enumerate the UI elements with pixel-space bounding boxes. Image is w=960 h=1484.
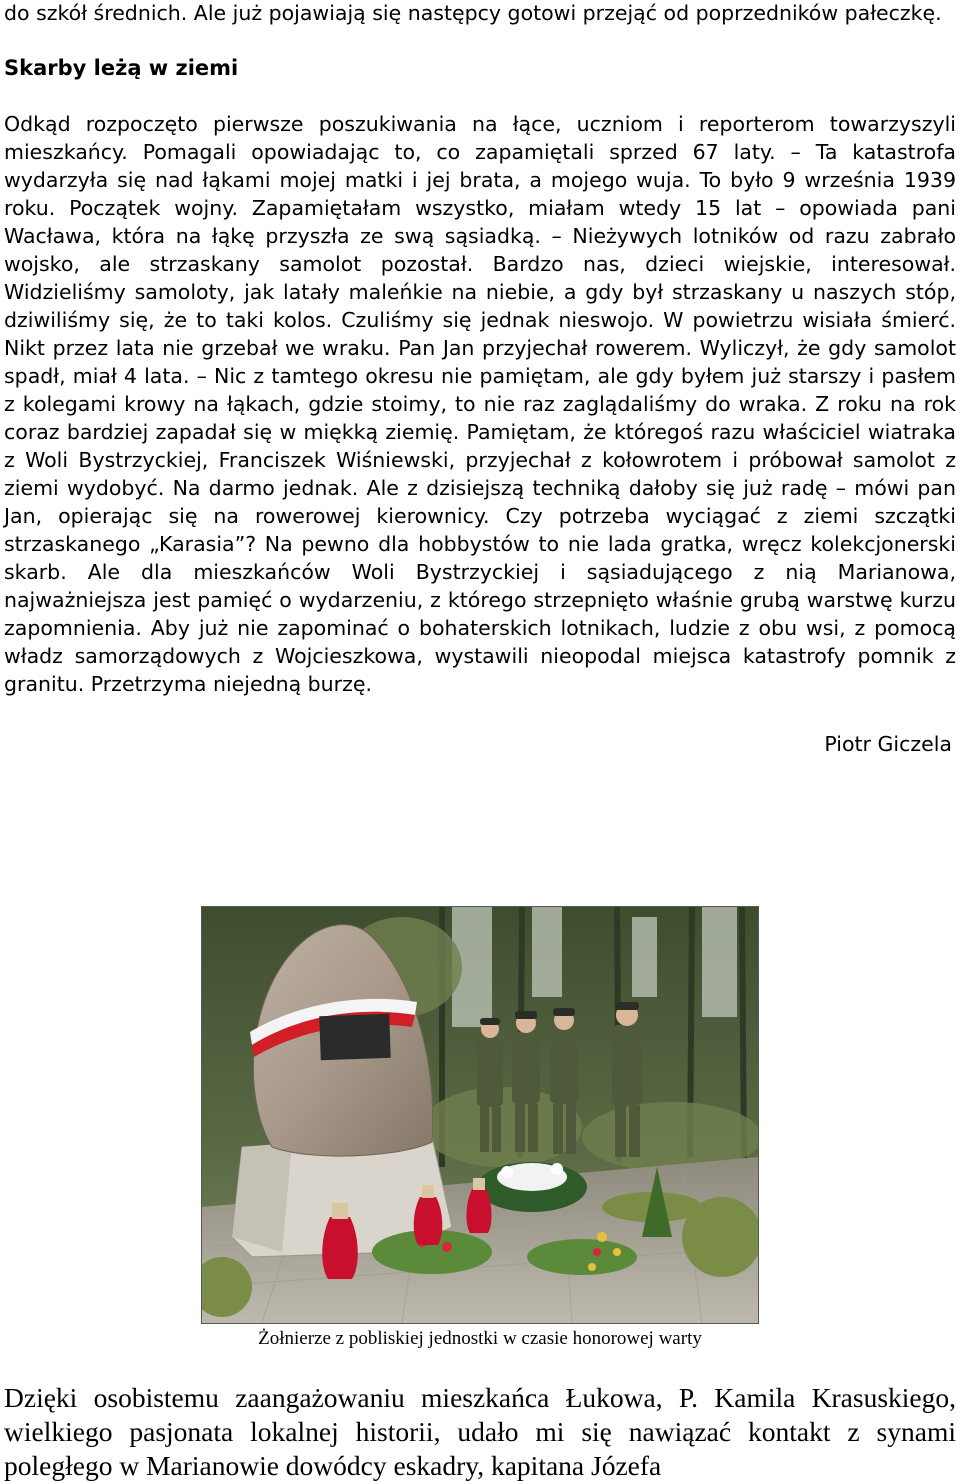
closing-paragraph: Dzięki osobistemu zaangażowaniu mieszkańca Łukowa, P. Kamila Krasuskiego, wielkiego pasjonata lokalnej historii, udało mi się nawiązać kontakt z synami poległego w Marianowie dowódcy eskadry, kapitana Józefa: [4, 1382, 956, 1481]
wreath: [477, 1162, 587, 1212]
memorial-plaque: [319, 1014, 390, 1060]
document-page: [4, 0, 956, 1481]
author-name: Piotr Giczela: [824, 732, 952, 756]
intro-paragraph: do szkół średnich. Ale już pojawiają się następcy gotowi przejąć od poprzedników pałeczkę.: [4, 1, 942, 25]
body-paragraph: Odkąd rozpoczęto pierwsze poszukiwania na łące, uczniom i reporterom towarzyszyli mieszkańcy. Pomagali opowiadając to, co zapamiętali sprzed 67 laty. – Ta katastrofa wydarzyła się nad łąkami mojej matki i jej brata, a mojego wuja. To było 9 września 1939 roku. Początek wojny. Zapamiętałam wszystko, miałam wtedy 15 lat – opowiada pani Wacława, która na łąkę przyszła ze swą sąsiadką. – Nieżywych lotników od razu zabrało wojsko, ale strzaskany samolot pozostał. Bardzo nas, dzieci wiejskie, interesował. Widzieliśmy samoloty, jak latały maleńkie na niebie, a gdy był strzaskany u naszych stóp, dziwiliśmy się, że to taki kolos. Czuliśmy się jednak nieswojo. W powietrzu wisiała śmierć. Nikt przez lata nie grzebał we wraku. Pan Jan przyjechał rowerem. Wyliczył, że gdy samolot spadł, miał 4 lata. – Nic z tamtego okresu nie pamiętam, ale gdy byłem już starszy i pasłem z kolegami krowy na łąkach, gdzie stoimy, to nie raz zaglądaliśmy do wraka. Z roku na rok coraz bardziej zapadał się w miękką ziemię. Pamiętam, że któregoś razu właściciel wiatraka z Woli Bystrzyckiej, Franciszek Wiśniewski, przyjechał z kołowrotem i próbował samolot z ziemi wydobyć. Na darmo jednak. Ale z dzisiejszą techniką dałoby się już radę – mówi pan Jan, opierając się na rowerowej kierownicy. Czy potrzeba wyciągać z ziemi szczątki strzaskanego „Karasia”? Na pewno dla hobbystów to nie lada gratka, wręcz kolekcjonerski skarb. Ale dla mieszkańców Woli Bystrzyckiej i sąsiadującego z nią Marianowa, najważniejsza jest pamięć o wydarzeniu, z którego strzepnięto właśnie grubą warstwę kurzu zapomnienia. Aby już nie zapominać o bohaterskich lotnikach, ludzie z obu wsi, z pomocą władz samorządowych z Wojcieszkowa, wystawili nieopodal miejsca katastrofy pomnik z granitu. Przetrzyma niejedną burzę.: [4, 112, 956, 696]
section-title: Skarby leżą w ziemi: [4, 56, 239, 80]
memorial-photo: [201, 906, 759, 1324]
photo-caption: Żołnierze z pobliskiej jednostki w czasie honorowej warty: [258, 1328, 702, 1349]
monument-base-shadow: [232, 1143, 292, 1252]
memorial-photo-illustration: [202, 907, 758, 1323]
